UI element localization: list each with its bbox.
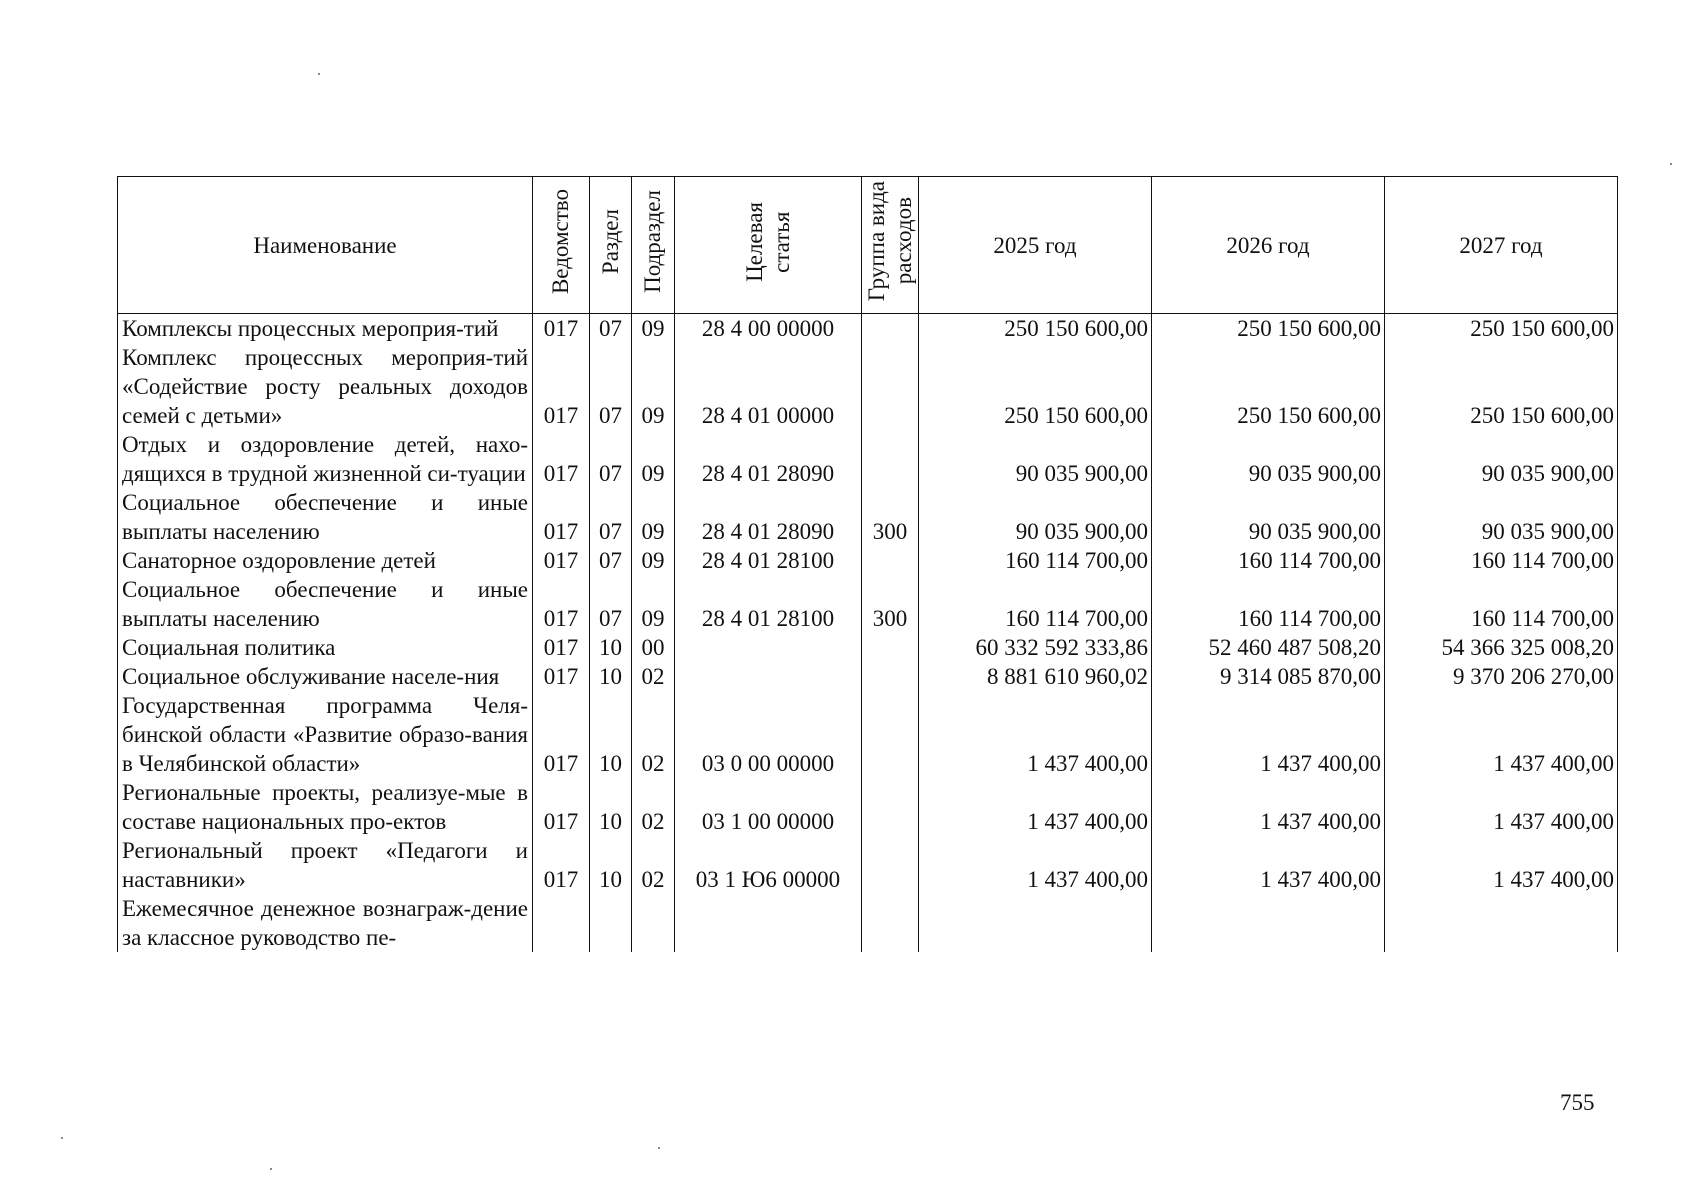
row-vedomstvo: 017 bbox=[533, 430, 590, 488]
table-row bbox=[118, 546, 1618, 575]
row-value-2025: 250 150 600,00 bbox=[919, 314, 1152, 344]
row-vedomstvo: 017 bbox=[533, 314, 590, 344]
row-value-2026: 9 314 085 870,00 bbox=[1152, 662, 1385, 691]
row-razdel: 10 bbox=[590, 633, 632, 662]
header-vedomstvo: Ведомство bbox=[533, 177, 590, 314]
row-target-article: 28 4 01 28100 bbox=[675, 546, 862, 575]
row-value-2026: 1 437 400,00 bbox=[1152, 836, 1385, 894]
header-year-2026: 2026 год bbox=[1152, 177, 1385, 314]
header-expense-group: Группа вида расходов bbox=[862, 177, 919, 314]
row-expense-group bbox=[862, 343, 919, 430]
row-razdel: 07 bbox=[590, 546, 632, 575]
table-row bbox=[118, 778, 1618, 836]
row-value-2027: 1 437 400,00 bbox=[1385, 836, 1618, 894]
row-name: Государственная программа Челя-бинской области «Развитие образо-вания в Челябинской области» bbox=[118, 691, 533, 778]
row-vedomstvo: 017 bbox=[533, 343, 590, 430]
row-value-2025: 1 437 400,00 bbox=[919, 836, 1152, 894]
row-value-2027: 54 366 325 008,20 bbox=[1385, 633, 1618, 662]
scan-speck bbox=[270, 1168, 272, 1170]
row-podrazdel: 02 bbox=[632, 662, 675, 691]
row-razdel: 07 bbox=[590, 430, 632, 488]
row-razdel: 07 bbox=[590, 488, 632, 546]
table-row bbox=[118, 691, 1618, 778]
row-target-article: 28 4 01 28090 bbox=[675, 488, 862, 546]
row-podrazdel: 09 bbox=[632, 314, 675, 344]
row-vedomstvo: 017 bbox=[533, 633, 590, 662]
row-podrazdel: 09 bbox=[632, 343, 675, 430]
row-value-2027: 1 437 400,00 bbox=[1385, 691, 1618, 778]
row-expense-group: 300 bbox=[862, 575, 919, 633]
row-value-2026: 160 114 700,00 bbox=[1152, 546, 1385, 575]
row-target-article bbox=[675, 894, 862, 952]
row-target-article: 03 0 00 00000 bbox=[675, 691, 862, 778]
row-podrazdel: 09 bbox=[632, 430, 675, 488]
header-name: Наименование bbox=[118, 177, 533, 314]
table-row bbox=[118, 343, 1618, 430]
row-value-2027: 250 150 600,00 bbox=[1385, 314, 1618, 344]
header-year-2027: 2027 год bbox=[1385, 177, 1618, 314]
row-value-2027: 250 150 600,00 bbox=[1385, 343, 1618, 430]
header-year-2025: 2025 год bbox=[919, 177, 1152, 314]
row-value-2025: 160 114 700,00 bbox=[919, 546, 1152, 575]
row-value-2025: 8 881 610 960,02 bbox=[919, 662, 1152, 691]
row-vedomstvo: 017 bbox=[533, 488, 590, 546]
row-value-2025 bbox=[919, 894, 1152, 952]
row-value-2027 bbox=[1385, 894, 1618, 952]
row-target-article: 28 4 01 28090 bbox=[675, 430, 862, 488]
row-expense-group: 300 bbox=[862, 488, 919, 546]
row-name: Санаторное оздоровление детей bbox=[118, 546, 533, 575]
row-expense-group bbox=[862, 633, 919, 662]
row-expense-group bbox=[862, 691, 919, 778]
row-expense-group bbox=[862, 430, 919, 488]
table-row bbox=[118, 662, 1618, 691]
row-razdel bbox=[590, 894, 632, 952]
row-name: Региональный проект «Педагоги и наставники» bbox=[118, 836, 533, 894]
row-razdel: 07 bbox=[590, 343, 632, 430]
scan-speck bbox=[658, 1147, 660, 1149]
row-razdel: 10 bbox=[590, 778, 632, 836]
row-value-2025: 160 114 700,00 bbox=[919, 575, 1152, 633]
budget-table bbox=[117, 176, 1618, 952]
row-expense-group bbox=[862, 546, 919, 575]
scan-speck bbox=[318, 73, 320, 75]
row-value-2025: 90 035 900,00 bbox=[919, 430, 1152, 488]
row-value-2027: 1 437 400,00 bbox=[1385, 778, 1618, 836]
row-name: Региональные проекты, реализуе-мые в составе национальных про-ектов bbox=[118, 778, 533, 836]
row-name: Социальное обслуживание населе-ния bbox=[118, 662, 533, 691]
row-podrazdel: 02 bbox=[632, 778, 675, 836]
table-row bbox=[118, 894, 1618, 952]
row-expense-group bbox=[862, 662, 919, 691]
row-value-2026: 90 035 900,00 bbox=[1152, 488, 1385, 546]
row-expense-group bbox=[862, 778, 919, 836]
row-target-article: 03 1 Ю6 00000 bbox=[675, 836, 862, 894]
row-target-article: 03 1 00 00000 bbox=[675, 778, 862, 836]
row-name: Социальная политика bbox=[118, 633, 533, 662]
table-row bbox=[118, 314, 1618, 344]
row-name: Комплекс процессных мероприя-тий «Содействие росту реальных доходов семей с детьми» bbox=[118, 343, 533, 430]
table-row bbox=[118, 633, 1618, 662]
row-name: Отдых и оздоровление детей, нахо-дящихся в трудной жизненной си-туации bbox=[118, 430, 533, 488]
row-razdel: 07 bbox=[590, 314, 632, 344]
row-value-2025: 250 150 600,00 bbox=[919, 343, 1152, 430]
row-razdel: 10 bbox=[590, 836, 632, 894]
header-podrazdel: Подраздел bbox=[632, 177, 675, 314]
row-target-article bbox=[675, 662, 862, 691]
row-podrazdel: 09 bbox=[632, 488, 675, 546]
row-vedomstvo: 017 bbox=[533, 836, 590, 894]
table-row bbox=[118, 575, 1618, 633]
row-name: Комплексы процессных мероприя-тий bbox=[118, 314, 533, 344]
row-value-2026: 160 114 700,00 bbox=[1152, 575, 1385, 633]
row-podrazdel: 09 bbox=[632, 575, 675, 633]
row-value-2026: 1 437 400,00 bbox=[1152, 778, 1385, 836]
row-name: Социальное обеспечение и иные выплаты населению bbox=[118, 575, 533, 633]
row-value-2025: 1 437 400,00 bbox=[919, 778, 1152, 836]
row-vedomstvo: 017 bbox=[533, 575, 590, 633]
table-body bbox=[118, 314, 1618, 953]
row-vedomstvo: 017 bbox=[533, 546, 590, 575]
row-value-2025: 1 437 400,00 bbox=[919, 691, 1152, 778]
row-razdel: 10 bbox=[590, 662, 632, 691]
row-podrazdel: 02 bbox=[632, 691, 675, 778]
row-value-2027: 160 114 700,00 bbox=[1385, 575, 1618, 633]
row-target-article bbox=[675, 633, 862, 662]
row-value-2026: 250 150 600,00 bbox=[1152, 343, 1385, 430]
row-value-2027: 90 035 900,00 bbox=[1385, 488, 1618, 546]
row-podrazdel bbox=[632, 894, 675, 952]
row-value-2025: 90 035 900,00 bbox=[919, 488, 1152, 546]
page-number: 755 bbox=[1560, 1090, 1595, 1115]
row-name: Ежемесячное денежное вознаграж-дение за классное руководство пе- bbox=[118, 894, 533, 952]
row-razdel: 10 bbox=[590, 691, 632, 778]
row-expense-group bbox=[862, 894, 919, 952]
table-row bbox=[118, 430, 1618, 488]
row-vedomstvo: 017 bbox=[533, 691, 590, 778]
scan-speck bbox=[61, 1137, 63, 1139]
row-razdel: 07 bbox=[590, 575, 632, 633]
row-vedomstvo bbox=[533, 894, 590, 952]
header-razdel: Раздел bbox=[590, 177, 632, 314]
row-target-article: 28 4 00 00000 bbox=[675, 314, 862, 344]
row-value-2026: 1 437 400,00 bbox=[1152, 691, 1385, 778]
row-target-article: 28 4 01 00000 bbox=[675, 343, 862, 430]
header-target-article: Целевая статья bbox=[675, 177, 862, 314]
row-value-2026: 52 460 487 508,20 bbox=[1152, 633, 1385, 662]
table-header bbox=[118, 177, 1618, 314]
row-value-2025: 60 332 592 333,86 bbox=[919, 633, 1152, 662]
row-value-2026 bbox=[1152, 894, 1385, 952]
row-value-2027: 9 370 206 270,00 bbox=[1385, 662, 1618, 691]
scan-speck bbox=[1670, 163, 1672, 165]
row-podrazdel: 00 bbox=[632, 633, 675, 662]
row-vedomstvo: 017 bbox=[533, 778, 590, 836]
row-name: Социальное обеспечение и иные выплаты населению bbox=[118, 488, 533, 546]
table-row bbox=[118, 488, 1618, 546]
row-value-2026: 90 035 900,00 bbox=[1152, 430, 1385, 488]
row-target-article: 28 4 01 28100 bbox=[675, 575, 862, 633]
row-value-2026: 250 150 600,00 bbox=[1152, 314, 1385, 344]
table-row bbox=[118, 836, 1618, 894]
row-expense-group bbox=[862, 836, 919, 894]
row-value-2027: 90 035 900,00 bbox=[1385, 430, 1618, 488]
row-podrazdel: 02 bbox=[632, 836, 675, 894]
header-row bbox=[118, 177, 1618, 314]
row-value-2027: 160 114 700,00 bbox=[1385, 546, 1618, 575]
row-expense-group bbox=[862, 314, 919, 344]
row-podrazdel: 09 bbox=[632, 546, 675, 575]
row-vedomstvo: 017 bbox=[533, 662, 590, 691]
